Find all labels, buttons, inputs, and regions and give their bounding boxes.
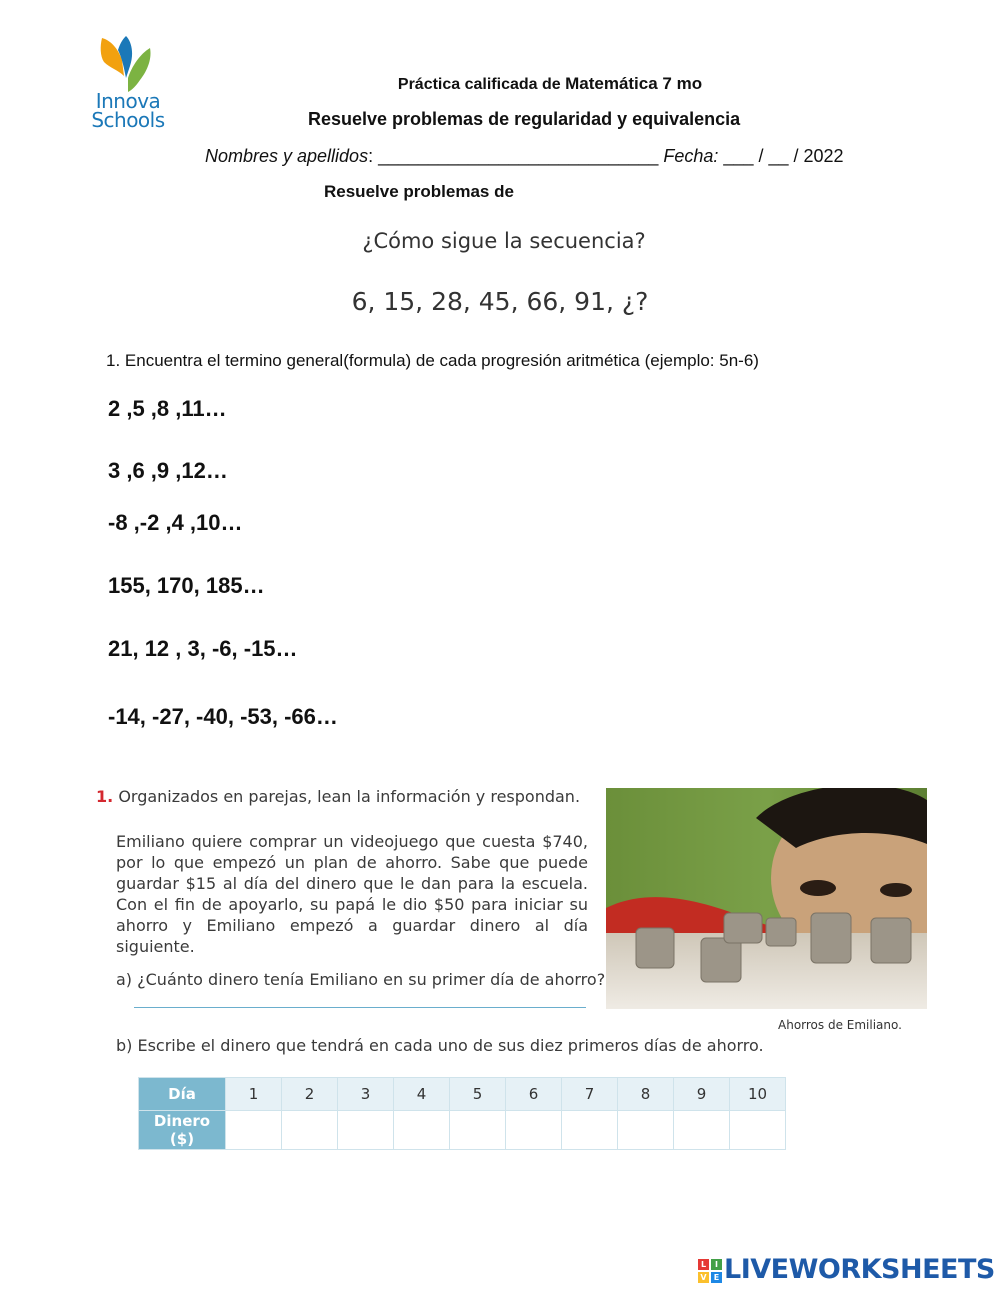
question-a: a) ¿Cuánto dinero tenía Emiliano en su primer día de ahorro? [116,970,606,989]
day-cell: 1 [226,1078,282,1111]
progression-item: 2 ,5 ,8 ,11… [108,396,227,421]
logo-text-line2: Schools [91,108,165,132]
progression-item: 155, 170, 185… [108,573,265,598]
instruction-text: 1. Encuentra el termino general(formula) de cada progresión aritmética (ejemplo: 5n-6) [106,351,759,370]
name-date-row [205,146,844,167]
liveworksheets-wordmark: LIVEWORKSHEETS [724,1254,995,1285]
name-blank[interactable]: : ____________________________ [368,146,664,166]
day-cell: 3 [338,1078,394,1111]
progression-item: 21, 12 , 3, -6, -15… [108,636,298,661]
worksheet-subtitle: Resuelve problemas de regularidad y equivalencia [308,109,741,129]
money-input-cell[interactable] [450,1111,506,1150]
date-label: Fecha: [663,146,719,166]
money-input-cell[interactable] [674,1111,730,1150]
money-input-cell[interactable] [562,1111,618,1150]
name-label: Nombres y apellidos [205,146,369,166]
day-cell: 2 [282,1078,338,1111]
problem-title [96,787,580,806]
money-input-cell[interactable] [618,1111,674,1150]
title-part-a: Práctica calificada de [397,76,566,93]
question-b: b) Escribe el dinero que tendrá en cada uno de sus diez primeros días de ahorro. [116,1036,764,1055]
worksheet-title [0,74,1000,94]
day-row [139,1078,786,1111]
day-cell: 7 [562,1078,618,1111]
liveworksheets-icon: L I V E [698,1259,724,1285]
day-cell: 4 [394,1078,450,1111]
savings-table [138,1077,786,1150]
title-part-b: Matemática 7 mo [565,74,703,93]
day-cell: 9 [674,1078,730,1111]
answer-a-line[interactable] [134,1007,586,1008]
money-input-cell[interactable] [226,1111,282,1150]
problem-body: Emiliano quiere comprar un videojuego que cuesta $740, por lo que empezó un plan de ahorro. Sabe que puede guardar $15 al día del dinero que le dan para la escuela. Con el fin de apoyarlo, su papá le dio $50 para iniciar su ahorro y Emiliano empezó a guardar dinero al día siguiente. [116,832,588,956]
money-row [139,1111,786,1150]
day-cell: 10 [730,1078,786,1111]
money-input-cell[interactable] [282,1111,338,1150]
sequence-values: 6, 15, 28, 45, 66, 91, ¿? [351,287,649,316]
money-input-cell[interactable] [394,1111,450,1150]
money-input-cell[interactable] [730,1111,786,1150]
progression-item: -8 ,-2 ,4 ,10… [108,510,243,535]
progression-item: -14, -27, -40, -53, -66… [108,704,338,729]
problem-number: 1. [96,787,114,806]
day-cell: 6 [506,1078,562,1111]
section-heading: Resuelve problemas de [324,182,514,201]
money-input-cell[interactable] [506,1111,562,1150]
progression-item: 3 ,6 ,9 ,12… [108,458,228,483]
photo-caption: Ahorros de Emiliano. [778,1018,902,1032]
sequence-question: ¿Cómo sigue la secuencia? [362,229,646,253]
date-blank[interactable]: ___ / __ / 2022 [718,146,844,166]
money-input-cell[interactable] [338,1111,394,1150]
boy-with-coins-photo [606,788,927,1009]
day-header: Día [139,1078,226,1111]
logo-text-line1: Innova [95,89,161,113]
problem-title-text: Organizados en parejas, lean la información y respondan. [118,787,581,806]
money-header: Dinero ($) [139,1111,226,1150]
day-cell: 5 [450,1078,506,1111]
day-cell: 8 [618,1078,674,1111]
